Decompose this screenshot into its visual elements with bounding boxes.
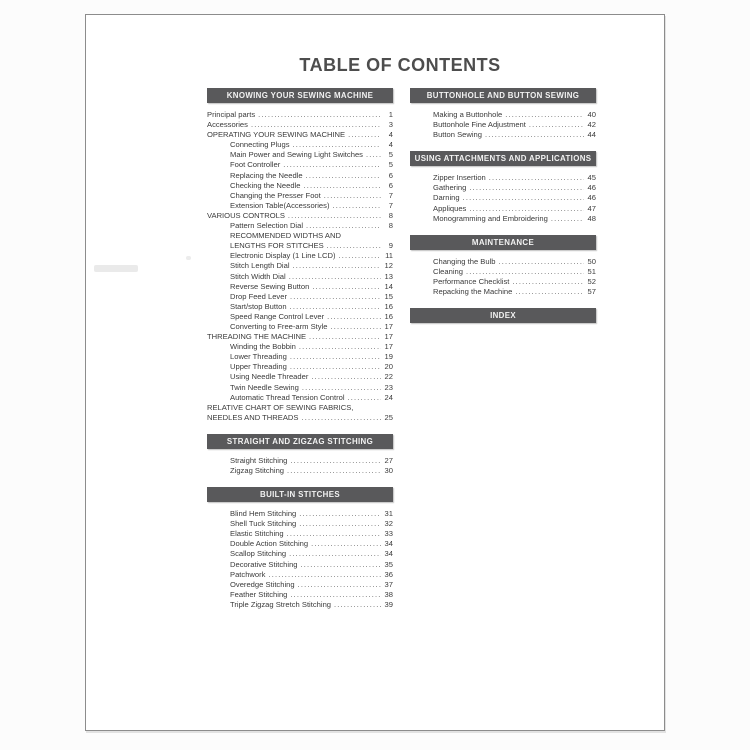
section-header-bar (207, 434, 393, 449)
toc-entry-page: 7 (388, 190, 393, 200)
dot-leader (463, 193, 584, 203)
toc-entry (207, 393, 393, 403)
toc-entry-page: 6 (388, 170, 393, 180)
toc-entry-label: Connecting Plugs (230, 140, 290, 150)
dot-leader (301, 413, 381, 423)
toc-entry (207, 140, 393, 150)
toc-section (410, 308, 596, 323)
dot-leader (287, 529, 381, 539)
dot-leader (304, 181, 382, 191)
toc-entry (410, 173, 596, 183)
toc-entry-label: Shell Tuck Stitching (230, 519, 297, 529)
section-header-bar (410, 235, 596, 250)
toc-entry-page: 14 (384, 281, 393, 291)
toc-entry (410, 214, 596, 224)
scan-artifact (94, 265, 138, 272)
toc-entry (207, 312, 393, 322)
toc-entry-label: Blind Hem Stitching (230, 509, 297, 519)
toc-section (410, 88, 596, 140)
toc-entry-page: 52 (587, 276, 596, 286)
toc-entry-label: Gathering (433, 183, 467, 193)
dot-leader (288, 211, 381, 221)
dot-leader (469, 204, 584, 214)
toc-entry-page: 17 (384, 342, 393, 352)
toc-entry-label: Scallop Stitching (230, 549, 287, 559)
toc-entry-label: VARIOUS CONTROLS (207, 210, 285, 220)
dot-leader (289, 549, 381, 559)
section-header-label: USING ATTACHMENTS AND APPLICATIONS (414, 154, 592, 164)
toc-entry-page: 20 (384, 362, 393, 372)
toc-entry (207, 282, 393, 292)
toc-entry-label: Overedge Stitching (230, 579, 295, 589)
dot-leader (331, 322, 382, 332)
dot-leader (290, 362, 381, 372)
toc-entry (207, 302, 393, 312)
toc-entry (207, 120, 393, 130)
toc-entry (410, 267, 596, 277)
dot-leader (327, 312, 381, 322)
dot-leader (301, 560, 381, 570)
toc-entry-label: Zigzag Stitching (230, 466, 285, 475)
toc-entry-label: Drop Feed Lever (230, 291, 287, 301)
toc-entry-label: Appliques (433, 203, 467, 213)
toc-entry (207, 466, 393, 476)
toc-section (207, 487, 393, 610)
dot-leader (287, 466, 381, 476)
dot-leader (299, 509, 381, 519)
toc-entry-label: Stitch Length Dial (230, 261, 290, 271)
dot-leader (348, 130, 381, 140)
toc-entry-label: Foot Controller (230, 160, 281, 170)
dot-leader (529, 120, 584, 130)
toc-entry-page: 57 (587, 287, 596, 297)
dot-leader (489, 173, 584, 183)
toc-entry (207, 201, 393, 211)
toc-entry (207, 171, 393, 181)
dot-leader (290, 352, 381, 362)
toc-entry (207, 383, 393, 393)
toc-entry-page: 4 (388, 130, 393, 140)
toc-entry-page: 8 (388, 221, 393, 231)
dot-leader (306, 171, 381, 181)
toc-entry-page: 5 (388, 150, 393, 160)
toc-entry-label: Checking the Needle (230, 180, 301, 190)
dot-leader (334, 600, 381, 610)
toc-entry (207, 241, 393, 251)
toc-entry (207, 580, 393, 590)
toc-entry-label: Upper Threading (230, 362, 287, 372)
dot-leader (499, 257, 585, 267)
toc-right-column (410, 88, 596, 334)
toc-entry-label: THREADING THE MACHINE (207, 332, 307, 342)
dot-leader (512, 277, 584, 287)
toc-entry (207, 292, 393, 302)
toc-section (207, 88, 393, 423)
dot-leader (311, 539, 381, 549)
toc-entry-page: 16 (384, 311, 393, 321)
toc-entry-page: 46 (587, 193, 596, 203)
toc-entry-page: 15 (384, 291, 393, 301)
dot-leader (283, 160, 381, 170)
toc-entry (207, 181, 393, 191)
toc-entry-label: Darning (433, 193, 460, 203)
section-header-label: KNOWING YOUR SEWING MACHINE (226, 91, 374, 100)
toc-entry-page: 23 (384, 382, 393, 392)
dot-leader (515, 287, 584, 297)
toc-entry (207, 456, 393, 466)
toc-entry (207, 221, 393, 231)
toc-entry (410, 120, 596, 130)
dot-leader (348, 393, 381, 403)
toc-entry-page: 6 (388, 180, 393, 190)
toc-entry-page: 1 (388, 110, 393, 119)
toc-entry-page: 34 (384, 539, 393, 549)
toc-entry (207, 570, 393, 580)
toc-entry (207, 251, 393, 261)
toc-entry-page: 31 (384, 509, 393, 519)
toc-entry-page: 5 (388, 160, 393, 170)
section-header-label: STRAIGHT AND ZIGZAG STITCHING (226, 436, 374, 446)
dot-leader (312, 282, 381, 292)
dot-leader (293, 261, 381, 271)
toc-entry (207, 191, 393, 201)
toc-entry-page: 33 (384, 529, 393, 539)
dot-leader (299, 519, 381, 529)
toc-entry (207, 529, 393, 539)
section-header-bar (410, 151, 596, 166)
dot-leader (339, 251, 381, 261)
dot-leader (505, 110, 584, 120)
dot-leader (324, 191, 381, 201)
toc-entry-page: 27 (384, 455, 393, 465)
toc-entry-page: 25 (384, 412, 393, 422)
toc-entry-page: 30 (384, 466, 393, 475)
toc-left-column (207, 88, 393, 621)
toc-entry-page: 13 (384, 271, 393, 281)
toc-entry (410, 257, 596, 267)
toc-entry-label: Changing the Bulb (433, 256, 496, 266)
dot-leader (289, 272, 381, 282)
toc-entry-page: 17 (384, 321, 393, 331)
toc-entry-page: 3 (388, 120, 393, 130)
toc-entry-page: 48 (587, 213, 596, 223)
dot-leader (293, 140, 381, 150)
dot-leader (311, 372, 381, 382)
toc-entry (410, 204, 596, 214)
toc-entry (207, 211, 393, 221)
dot-leader (258, 110, 381, 120)
toc-entry-label: Start/stop Button (230, 301, 287, 311)
toc-entry-label: Triple Zigzag Stretch Stitching (230, 599, 332, 609)
toc-entry (410, 193, 596, 203)
section-header-label: MAINTENANCE (471, 237, 535, 247)
toc-entry-page: 46 (587, 183, 596, 193)
toc-entry-label: Speed Range Control Lever (230, 311, 325, 321)
toc-entry-label: Extension Table(Accessories) (230, 200, 330, 210)
toc-entry (207, 509, 393, 519)
page-title: TABLE OF CONTENTS (299, 55, 501, 75)
toc-entry-page: 47 (587, 203, 596, 213)
section-header-label: BUILT-IN STITCHES (260, 490, 340, 500)
toc-entry-page: 40 (587, 110, 596, 119)
toc-entry (207, 352, 393, 362)
toc-section (410, 235, 596, 297)
toc-entry-page: 44 (587, 130, 596, 140)
toc-entry-label: Main Power and Sewing Light Switches (230, 150, 363, 160)
toc-entry-label: Twin Needle Sewing (230, 382, 299, 392)
toc-entry-label: Using Needle Threader (230, 372, 309, 382)
toc-entry (207, 150, 393, 160)
toc-entry-page: 16 (384, 301, 393, 311)
toc-entry (410, 287, 596, 297)
toc-entry-label: LENGTHS FOR STITCHES (230, 241, 324, 251)
dot-leader (327, 241, 381, 251)
toc-entry (207, 160, 393, 170)
toc-section (207, 434, 393, 476)
toc-entry (207, 110, 393, 120)
section-header-bar (207, 487, 393, 502)
toc-entry-page: 42 (587, 120, 596, 130)
toc-entry (207, 322, 393, 332)
toc-entry (207, 413, 393, 423)
toc-entry (207, 372, 393, 382)
section-header-label: INDEX (490, 311, 516, 321)
toc-entry (410, 130, 596, 140)
toc-entry-label: Making a Buttonhole (433, 110, 503, 119)
toc-entry-page: 11 (385, 251, 393, 261)
toc-entry (410, 277, 596, 287)
toc-entry-label: Changing the Presser Foot (230, 190, 321, 200)
toc-entry-page: 38 (384, 589, 393, 599)
toc-entry (207, 231, 393, 241)
toc-entry-label: Pattern Selection Dial (230, 221, 304, 231)
toc-entry-label: Electronic Display (1 Line LCD) (230, 251, 336, 261)
dot-leader (466, 267, 584, 277)
dot-leader (290, 590, 381, 600)
toc-entry-label: Monogramming and Embroidering (433, 213, 548, 223)
section-header-bar (207, 88, 393, 103)
dot-leader (366, 150, 381, 160)
toc-entry-label: Reverse Sewing Button (230, 281, 310, 291)
toc-entry-label: Performance Checklist (433, 276, 510, 286)
toc-entry-label: NEEDLES AND THREADS (207, 412, 299, 422)
toc-entry-page: 51 (587, 266, 596, 276)
dot-leader (299, 342, 381, 352)
dot-leader (290, 302, 381, 312)
toc-entry-page: 50 (587, 256, 596, 266)
toc-entry-page: 17 (384, 332, 393, 342)
toc-entry-page: 8 (388, 210, 393, 220)
toc-entry-label: Repacking the Machine (433, 287, 513, 297)
dot-leader (268, 570, 381, 580)
toc-entry-page: 45 (587, 173, 596, 183)
section-header-bar (410, 88, 596, 103)
toc-entry-label: Button Sewing (433, 130, 482, 140)
toc-entry-page: 12 (384, 261, 393, 271)
toc-entry-label: Accessories (207, 120, 248, 130)
dot-leader (251, 120, 381, 130)
toc-entry (207, 261, 393, 271)
toc-entry (207, 130, 393, 140)
toc-entry-page: 39 (384, 599, 393, 609)
toc-section (410, 151, 596, 223)
dot-leader (485, 130, 584, 140)
toc-entry-label: Zipper Insertion (433, 173, 486, 183)
toc-entry (207, 600, 393, 610)
toc-entry-label: Decorative Stitching (230, 559, 298, 569)
dot-leader (290, 292, 381, 302)
dot-leader (332, 201, 381, 211)
toc-entry-label: Double Action Stitching (230, 539, 309, 549)
toc-entry-label: RELATIVE CHART OF SEWING FABRICS, (207, 402, 354, 412)
toc-entry-page: 22 (384, 372, 393, 382)
toc-entry-label: Elastic Stitching (230, 529, 284, 539)
dot-leader (298, 580, 381, 590)
toc-entry-label: RECOMMENDED WIDTHS AND (230, 231, 341, 241)
toc-entry-label: Lower Threading (230, 352, 287, 362)
toc-entry (410, 183, 596, 193)
toc-entry (207, 549, 393, 559)
dot-leader (309, 332, 381, 342)
dot-leader (290, 456, 381, 466)
toc-entry (207, 332, 393, 342)
toc-entry (207, 403, 393, 413)
toc-entry-page: 35 (384, 559, 393, 569)
section-header-label: BUTTONHOLE AND BUTTON SEWING (426, 91, 580, 100)
toc-entry-page: 4 (388, 140, 393, 150)
toc-entry (207, 539, 393, 549)
dot-leader (306, 221, 381, 231)
toc-entry-page: 9 (388, 241, 393, 251)
toc-entry (207, 560, 393, 570)
toc-entry-page: 32 (384, 519, 393, 529)
toc-entry-page: 24 (384, 392, 393, 402)
toc-entry-label: Cleaning (433, 266, 463, 276)
manual-page (85, 14, 665, 731)
toc-entry (207, 362, 393, 372)
scan-artifact (186, 256, 191, 260)
toc-entry (207, 342, 393, 352)
toc-entry-page: 19 (384, 352, 393, 362)
toc-entry-label: Straight Stitching (230, 455, 288, 465)
section-header-bar (410, 308, 596, 323)
toc-entry-label: Patchwork (230, 569, 266, 579)
toc-entry-label: Buttonhole Fine Adjustment (433, 120, 526, 130)
toc-entry-label: Automatic Thread Tension Control (230, 392, 345, 402)
toc-entry-label: Replacing the Needle (230, 170, 303, 180)
toc-entry (207, 272, 393, 282)
toc-entry-label: Feather Stitching (230, 589, 288, 599)
toc-entry-label: Converting to Free-arm Style (230, 321, 328, 331)
toc-entry-page: 34 (384, 549, 393, 559)
toc-entry-page: 37 (384, 579, 393, 589)
dot-leader (469, 183, 584, 193)
toc-entry-page: 7 (388, 200, 393, 210)
toc-entry (207, 590, 393, 600)
toc-entry (207, 519, 393, 529)
toc-entry-page: 36 (384, 569, 393, 579)
toc-entry-label: Stitch Width Dial (230, 271, 286, 281)
dot-leader (302, 383, 381, 393)
toc-entry (410, 110, 596, 120)
toc-entry-label: OPERATING YOUR SEWING MACHINE (207, 130, 346, 140)
dot-leader (551, 214, 584, 224)
toc-entry-label: Principal parts (207, 110, 256, 119)
toc-entry-label: Winding the Bobbin (230, 342, 296, 352)
